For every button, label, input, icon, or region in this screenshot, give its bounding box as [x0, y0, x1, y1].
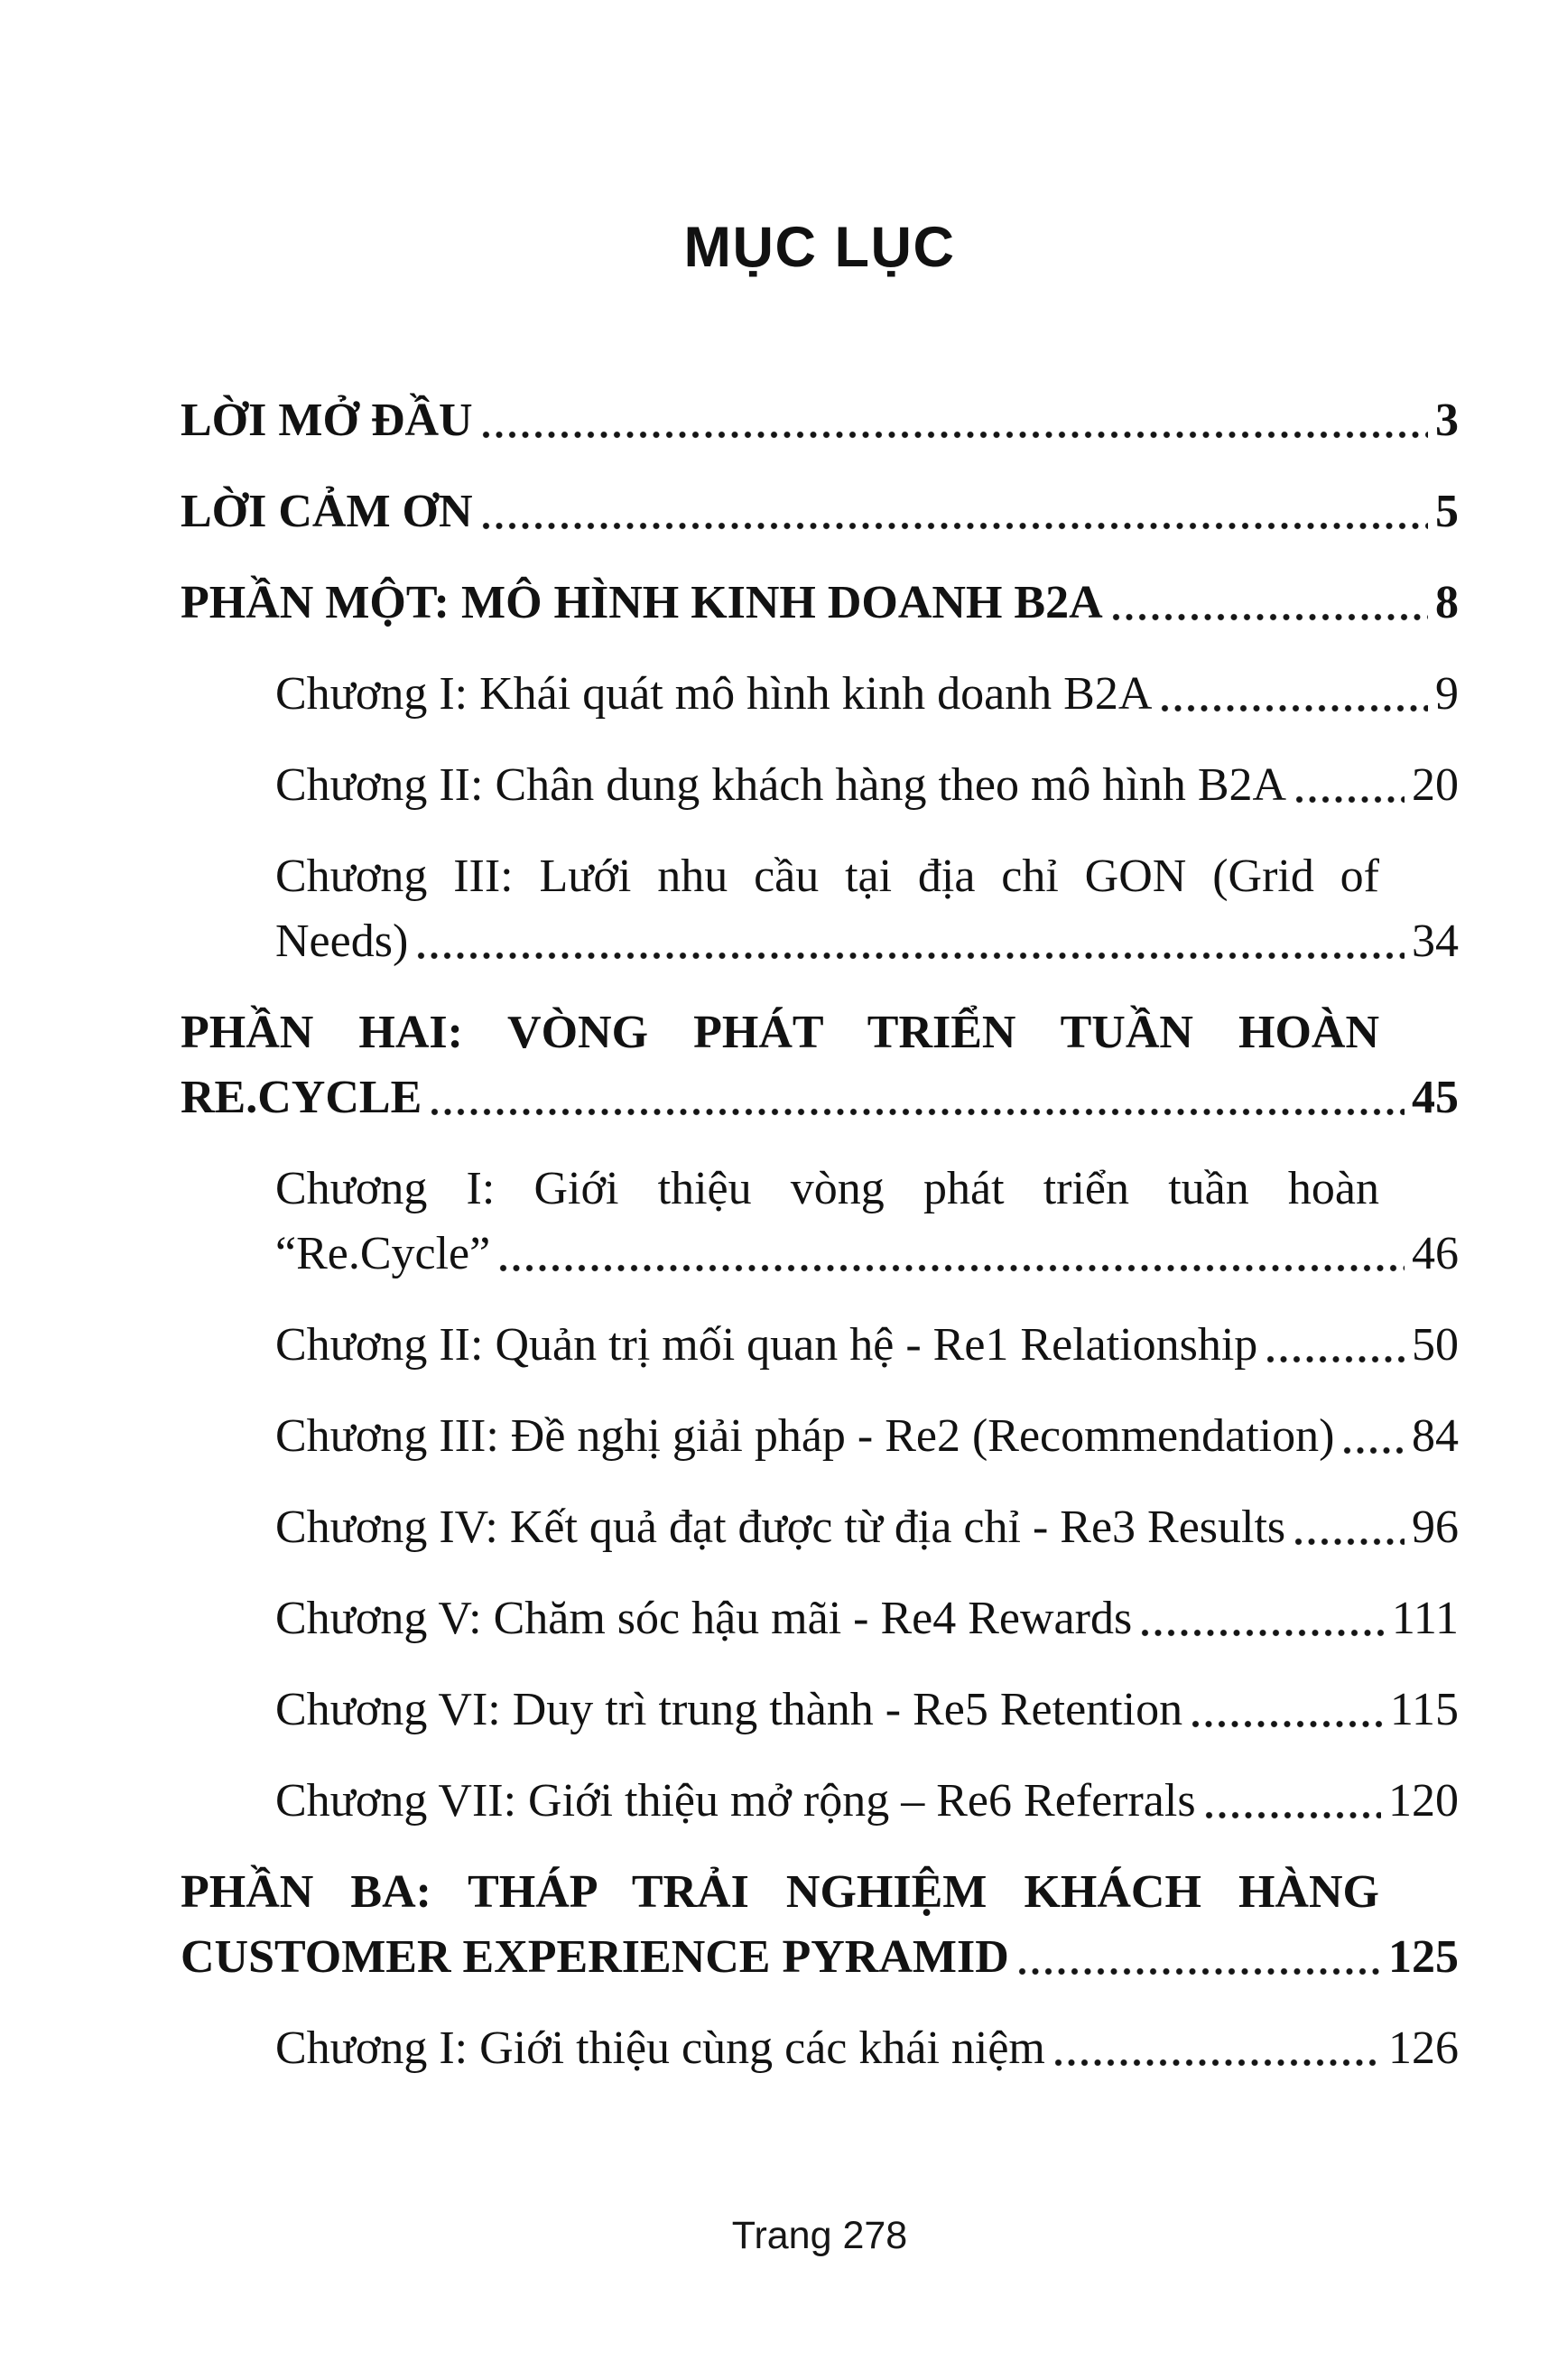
dot-leader: [1295, 795, 1405, 804]
toc-entry-row: [181, 479, 1459, 544]
dot-leader: [499, 1264, 1405, 1272]
toc-entry-row: [181, 571, 1459, 636]
toc-entry-text: Chương III: Đề nghị giải pháp - Re2 (Recommendation): [275, 1410, 1335, 1462]
dot-leader: [1343, 1446, 1405, 1455]
dot-leader: [431, 1108, 1405, 1116]
toc-page-number: 45: [1412, 1072, 1459, 1123]
toc-entry-row: [275, 1769, 1459, 1834]
toc-page-number: 111: [1391, 1593, 1459, 1644]
toc-page-number: 9: [1435, 668, 1459, 720]
toc-page-number: 120: [1388, 1775, 1459, 1827]
toc-page-number: 20: [1412, 759, 1459, 811]
toc-entry-row: [275, 1222, 1459, 1287]
toc-entry-text: “Re.Cycle”: [275, 1228, 491, 1279]
toc-page-number: 125: [1388, 1931, 1459, 1983]
toc-entry-text: Chương I: Khái quát mô hình kinh doanh B2A: [275, 668, 1153, 720]
toc-entry: [181, 662, 1459, 727]
dot-leader: [482, 522, 1428, 530]
toc-entry-row: [275, 753, 1459, 818]
toc-entry-row: [181, 1065, 1459, 1130]
dot-leader: [1294, 1538, 1405, 1546]
toc-page-number: 5: [1435, 486, 1459, 537]
toc-content: [181, 211, 1459, 2081]
toc-entry-first-line: Chương III: Lưới nhu cầu tại địa chỉ GON (Grid of: [275, 851, 1379, 902]
toc-entry-row: [275, 1586, 1459, 1651]
toc-entry-text: Chương V: Chăm sóc hậu mãi - Re4 Rewards: [275, 1593, 1133, 1644]
dot-leader: [1018, 1967, 1381, 1976]
toc-page-number: 115: [1389, 1684, 1459, 1735]
toc-entry: [181, 1860, 1459, 1990]
toc-entry-first-line: PHẦN HAI: VÒNG PHÁT TRIỂN TUẦN HOÀN: [181, 1007, 1379, 1058]
toc-entry: [181, 1586, 1459, 1651]
dot-leader: [1161, 704, 1428, 712]
toc-entry: [181, 571, 1459, 636]
toc-entry-text: CUSTOMER EXPERIENCE PYRAMID: [181, 1931, 1009, 1983]
dot-leader: [1112, 613, 1428, 621]
dot-leader: [1141, 1629, 1385, 1637]
toc-entry-first-line: PHẦN BA: THÁP TRẢI NGHIỆM KHÁCH HÀNG: [181, 1866, 1379, 1918]
toc-entry-text: Needs): [275, 916, 409, 967]
dot-leader: [1191, 1720, 1383, 1728]
toc-entry: [181, 844, 1459, 974]
toc-entry: [181, 753, 1459, 818]
toc-entry-row: [181, 1925, 1459, 1990]
toc-entry: [181, 1000, 1459, 1130]
toc-entry-row: [275, 909, 1459, 974]
toc-entry-text: LỜI MỞ ĐẦU: [181, 395, 473, 446]
toc-entry-text: Chương IV: Kết quả đạt được từ địa chỉ - Re3 Results: [275, 1501, 1286, 1553]
toc-entry: [181, 1313, 1459, 1378]
page-title: MỤC LỤC: [683, 216, 956, 279]
toc-page-number: 46: [1412, 1228, 1459, 1279]
toc-entry-row: [275, 1495, 1459, 1560]
toc-entry: [181, 479, 1459, 544]
toc-page-number: 34: [1412, 916, 1459, 967]
toc-entry: [181, 1678, 1459, 1743]
toc-page-number: 8: [1435, 577, 1459, 628]
dot-leader: [417, 952, 1405, 960]
toc-entry-first-line: Chương I: Giới thiệu vòng phát triển tuần hoàn: [275, 1163, 1379, 1214]
dot-leader: [1205, 1811, 1381, 1819]
toc-page-number: 50: [1412, 1319, 1459, 1371]
toc-page-number: 84: [1412, 1410, 1459, 1462]
dot-leader: [1266, 1355, 1405, 1363]
toc-entry-row: [275, 662, 1459, 727]
toc-entry: [181, 2016, 1459, 2081]
toc-entry-text: Chương VI: Duy trì trung thành - Re5 Retention: [275, 1684, 1183, 1735]
toc-page-number: 126: [1388, 2022, 1459, 2074]
toc-page-number: 96: [1412, 1501, 1459, 1553]
toc-entry-row: [275, 1404, 1459, 1469]
toc-entry-text: Chương II: Chân dung khách hàng theo mô hình B2A: [275, 759, 1287, 811]
toc-entry-row: [275, 1313, 1459, 1378]
toc-entry-row: [181, 388, 1459, 453]
toc-entry-row: [275, 1678, 1459, 1743]
toc-entry-row: [275, 2016, 1459, 2081]
toc-entry-text: PHẦN MỘT: MÔ HÌNH KINH DOANH B2A: [181, 577, 1103, 628]
toc-entry-text: LỜI CẢM ƠN: [181, 486, 473, 537]
toc-entry: [181, 1404, 1459, 1469]
dot-leader: [482, 431, 1428, 439]
toc-entry-text: Chương VII: Giới thiệu mở rộng – Re6 Referrals: [275, 1775, 1196, 1827]
toc-list: [181, 388, 1459, 2081]
toc-entry: [181, 1495, 1459, 1560]
toc-entry: [181, 1157, 1459, 1287]
toc-entry-text: Chương II: Quản trị mối quan hệ - Re1 Relationship: [275, 1319, 1258, 1371]
dot-leader: [1054, 2059, 1381, 2067]
toc-entry-text: Chương I: Giới thiệu cùng các khái niệm: [275, 2022, 1045, 2074]
toc-page-number: 3: [1435, 395, 1459, 446]
toc-entry: [181, 388, 1459, 453]
page-footer: Trang 278: [731, 2214, 908, 2257]
toc-entry-text: RE.CYCLE: [181, 1072, 422, 1123]
toc-entry: [181, 1769, 1459, 1834]
